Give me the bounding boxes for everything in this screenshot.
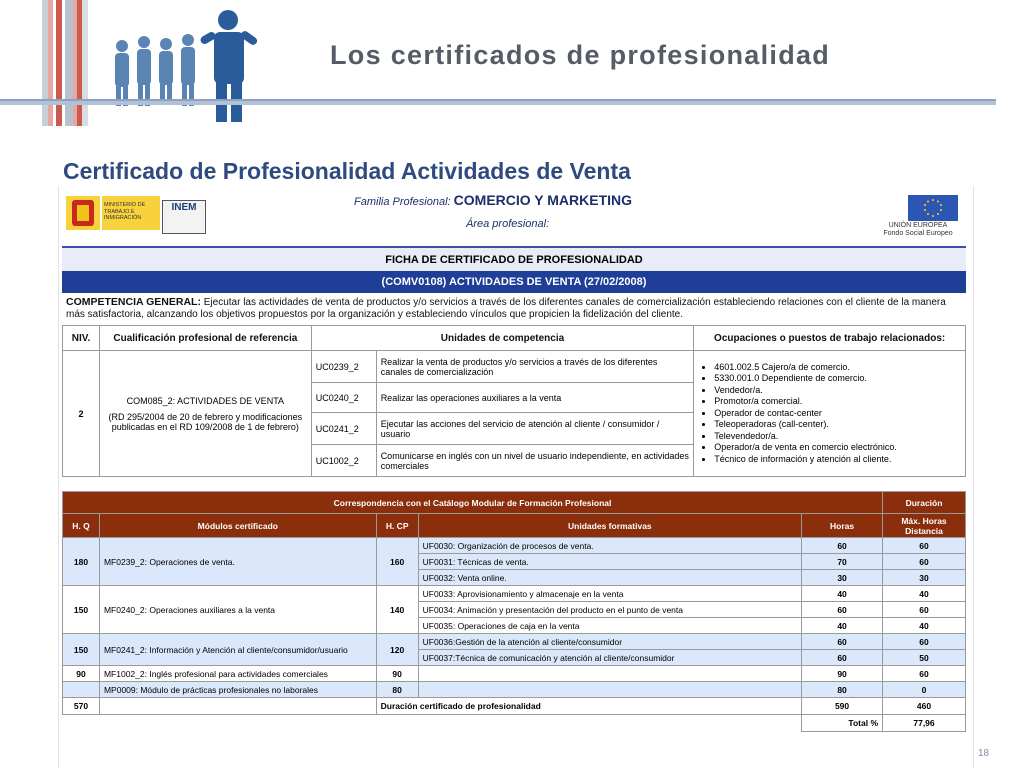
header-rule-shadow — [0, 101, 996, 105]
total-horas: 590 — [802, 698, 883, 715]
table-row — [63, 666, 966, 682]
ocupacion-item: • Técnico de información y atención al cliente. — [714, 454, 961, 466]
module-hcp: 160 — [376, 538, 418, 586]
catalogo-header-row — [63, 514, 966, 538]
familia-value: COMERCIO Y MARKETING — [453, 192, 633, 208]
unit-text: Realizar la venta de productos y/o servicios a través de los diferentes canales de comercialización — [376, 351, 694, 383]
uf-name — [418, 666, 801, 682]
ocupaciones-list — [698, 362, 961, 466]
uf-horas: 30 — [802, 570, 883, 586]
percent-label: Total % — [802, 715, 883, 732]
uf-name: UF0036:Gestión de la atención al cliente/consumidor — [418, 634, 801, 650]
module-name: MF1002_2: Inglés profesional para actividades comerciales — [99, 666, 376, 682]
header-modulos: Módulos certificado — [99, 514, 376, 538]
slide-title: Los certificados de profesionalidad — [330, 40, 831, 70]
cualificacion-rd: (RD 295/2004 de 20 de febrero y modificaciones publicadas en el RD 109/2008 de 1 de febrero) — [108, 411, 303, 432]
catalogo-table — [62, 491, 966, 732]
ocupacion-item: • 4601.002.5 Cajero/a de comercio. — [714, 362, 961, 374]
ocupacion-item: • Vendedor/a. — [714, 385, 961, 397]
area-profesional-label: Área profesional: — [466, 218, 550, 230]
uf-max: 50 — [883, 650, 966, 666]
ocupaciones-cell — [694, 351, 966, 477]
uf-name: UF0037:Técnica de comunicación y atención al cliente/consumidor — [418, 650, 801, 666]
cualificacion-cell — [99, 351, 311, 477]
table-row — [63, 538, 966, 554]
uf-max: 40 — [883, 586, 966, 602]
module-name: MF0239_2: Operaciones de venta. — [99, 538, 376, 586]
eu-label — [868, 222, 968, 238]
uf-horas: 60 — [802, 634, 883, 650]
unit-row — [63, 351, 966, 383]
header-unidades-formativas: Unidades formativas — [418, 514, 801, 538]
empty-cell — [63, 715, 802, 732]
ocupacion-item: • Promotor/a comercial. — [714, 396, 961, 408]
uf-horas: 80 — [802, 682, 883, 698]
unit-code: UC1002_2 — [311, 445, 376, 477]
header-ocupaciones: Ocupaciones o puestos de trabajo relacionados: — [694, 326, 966, 351]
unit-text: Ejecutar las acciones del servicio de atención al cliente / consumidor / usuario — [376, 413, 694, 445]
ocupacion-item: • Operador/a de venta en comercio electrónico. — [714, 442, 961, 454]
uf-horas: 40 — [802, 618, 883, 634]
module-name: MF0241_2: Información y Atención al cliente/consumidor/usuario — [99, 634, 376, 666]
percent-row — [63, 715, 966, 732]
uf-horas: 90 — [802, 666, 883, 682]
module-hcp: 90 — [376, 666, 418, 682]
total-label: Duración certificado de profesionalidad — [376, 698, 801, 715]
uf-max: 60 — [883, 666, 966, 682]
duracion-header: Duración — [883, 492, 966, 514]
competencia-label: COMPETENCIA GENERAL: — [66, 296, 201, 308]
module-hq — [63, 682, 100, 698]
catalogo-title-row — [63, 492, 966, 514]
inem-text: INEM — [171, 202, 197, 213]
uf-horas: 60 — [802, 538, 883, 554]
header-horas: Horas — [802, 514, 883, 538]
uf-max: 0 — [883, 682, 966, 698]
page-number: 18 — [978, 748, 990, 759]
uf-max: 30 — [883, 570, 966, 586]
table-row — [63, 682, 966, 698]
ficha-table — [62, 325, 966, 477]
module-name: MP0009: Módulo de prácticas profesionales no laborales — [99, 682, 376, 698]
ficha-header-row — [63, 326, 966, 351]
table-row — [63, 586, 966, 602]
total-max: 460 — [883, 698, 966, 715]
nivel-cell: 2 — [63, 351, 100, 477]
uf-horas: 60 — [802, 650, 883, 666]
module-hq: 150 — [63, 634, 100, 666]
uf-max: 60 — [883, 634, 966, 650]
unit-text: Comunicarse en inglés con un nivel de usuario independiente, en actividades comerciales — [376, 445, 694, 477]
uf-name: UF0030: Organización de procesos de venta. — [418, 538, 801, 554]
total-row — [63, 698, 966, 715]
uf-name: UF0032: Venta online. — [418, 570, 801, 586]
uf-name — [418, 682, 801, 698]
header-hcp: H. CP — [376, 514, 418, 538]
unit-code: UC0240_2 — [311, 383, 376, 413]
uf-max: 60 — [883, 602, 966, 618]
uf-name: UF0034: Animación y presentación del producto en el punto de venta — [418, 602, 801, 618]
uf-horas: 60 — [802, 602, 883, 618]
header-cualificacion: Cualificación profesional de referencia — [99, 326, 311, 351]
stripes-decoration — [42, 0, 88, 126]
ocupacion-item: • Teleoperadoras (call-center). — [714, 419, 961, 431]
module-name: MF0240_2: Operaciones auxiliares a la venta — [99, 586, 376, 634]
ficha-title-bar: FICHA DE CERTIFICADO DE PROFESIONALIDAD — [62, 246, 966, 273]
eu-label-line1: UNIÓN EUROPEA — [888, 222, 948, 229]
empty-cell — [99, 698, 376, 715]
uf-max: 60 — [883, 554, 966, 570]
inem-logo — [162, 200, 206, 234]
uf-name: UF0033: Aprovisionamiento y almacenaje en la venta — [418, 586, 801, 602]
unit-text: Realizar las operaciones auxiliares a la venta — [376, 383, 694, 413]
certificate-code-bar: (COMV0108) ACTIVIDADES DE VENTA (27/02/2008) — [62, 271, 966, 293]
page-heading: Certificado de Profesionalidad Actividades de Venta — [63, 158, 631, 184]
competencia-text: Ejecutar las actividades de venta de productos y/o servicios a través de los diferentes canales de comercialización estableciendo relaciones con el cliente de la manera más satisfactoria, alcanzando los objetivos propuestos por la organización y estableciendo vínculos que propicien la fidelización del cliente. — [66, 297, 946, 320]
eu-flag-logo — [908, 195, 958, 221]
ocupacion-item: • 5330.001.0 Dependiente de comercio. — [714, 373, 961, 385]
header-unidades-competencia: Unidades de competencia — [311, 326, 694, 351]
people-silhouettes-image — [100, 4, 290, 124]
module-hq: 150 — [63, 586, 100, 634]
unit-code: UC0241_2 — [311, 413, 376, 445]
module-hcp: 140 — [376, 586, 418, 634]
ocupacion-item: • Operador de contac-center — [714, 408, 961, 420]
percent-value: 77,96 — [883, 715, 966, 732]
familia-profesional — [354, 192, 632, 208]
ocupacion-item: • Televendedor/a. — [714, 431, 961, 443]
module-hcp: 120 — [376, 634, 418, 666]
competencia-general — [62, 294, 966, 323]
eu-label-line2: Fondo Social Europeo — [883, 230, 953, 237]
header-hq: H. Q — [63, 514, 100, 538]
header-niv: NIV. — [63, 326, 100, 351]
cualificacion-name: COM085_2: ACTIVIDADES DE VENTA — [126, 395, 285, 406]
uf-max: 60 — [883, 538, 966, 554]
catalogo-title: Correspondencia con el Catálogo Modular de Formación Profesional — [63, 492, 883, 514]
uf-horas: 40 — [802, 586, 883, 602]
uf-horas: 70 — [802, 554, 883, 570]
header-max-horas: Máx. Horas Distancia — [883, 514, 966, 538]
uf-max: 40 — [883, 618, 966, 634]
unit-code: UC0239_2 — [311, 351, 376, 383]
ministry-text: MINISTERIO DE TRABAJO E INMIGRACIÓN — [104, 202, 146, 221]
module-hq: 90 — [63, 666, 100, 682]
module-hq: 180 — [63, 538, 100, 586]
table-row — [63, 634, 966, 650]
module-hcp: 80 — [376, 682, 418, 698]
uf-name: UF0035: Operaciones de caja en la venta — [418, 618, 801, 634]
uf-name: UF0031: Técnicas de venta. — [418, 554, 801, 570]
familia-label: Familia Profesional: — [354, 196, 451, 208]
total-hq: 570 — [63, 698, 100, 715]
